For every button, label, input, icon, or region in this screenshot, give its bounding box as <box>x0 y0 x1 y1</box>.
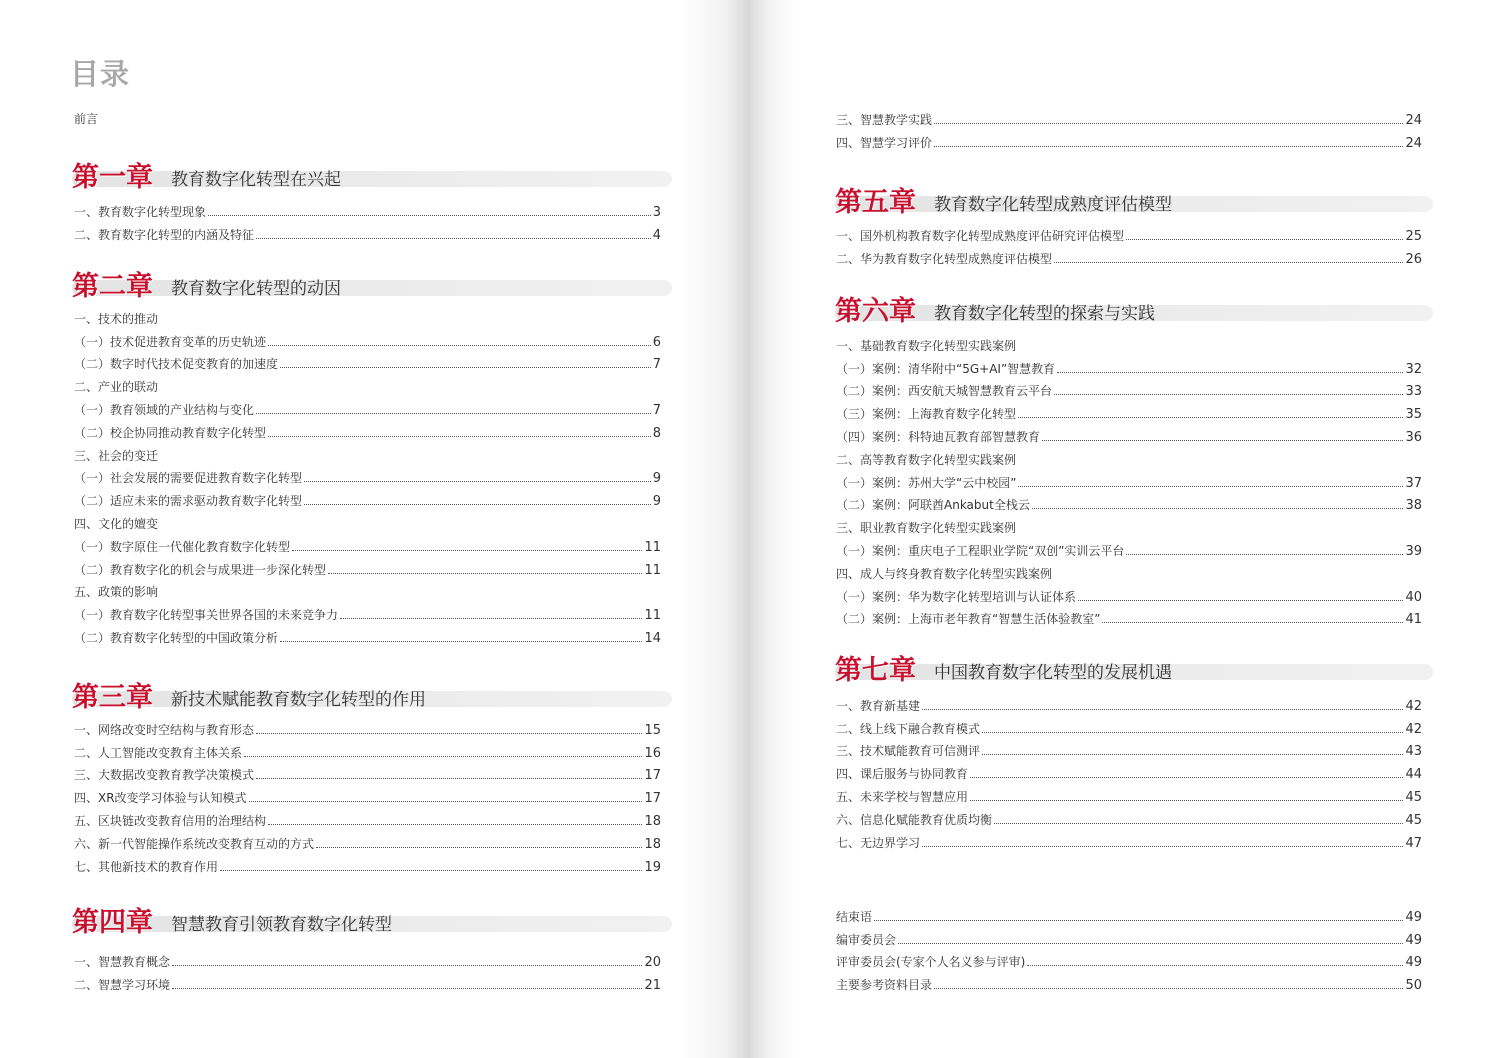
leader-dots <box>220 870 642 871</box>
chapter-5-entries <box>836 221 1422 267</box>
entry-label: 六、信息化赋能教育优质均衡 <box>836 812 993 827</box>
toc-entry[interactable] <box>836 468 1422 491</box>
entry-page: 19 <box>644 859 661 875</box>
chapter-name: 教育数字化转型在兴起 <box>171 170 341 190</box>
leader-dots <box>1032 508 1404 509</box>
chapter-6-entries <box>836 331 1422 627</box>
entry-label: 一、教育新基建 <box>836 698 921 713</box>
toc-entry[interactable] <box>836 536 1422 559</box>
toc-entry[interactable] <box>74 532 661 555</box>
chapter-number: 第四章 <box>72 907 153 938</box>
entry-label: （一）案例：重庆电子工程职业学院“双创”实训云平台 <box>836 543 1125 558</box>
entry-label: 一、技术的推动 <box>74 311 159 326</box>
entry-page: 37 <box>1405 475 1422 491</box>
toc-entry[interactable] <box>74 395 661 418</box>
entry-label: 四、XR改变学习体验与认知模式 <box>74 791 247 806</box>
leader-dots <box>934 146 1403 147</box>
toc-subheading[interactable] <box>74 578 661 601</box>
entry-label: （一）社会发展的需要促进教育数字化转型 <box>74 471 303 486</box>
leader-dots <box>328 573 642 574</box>
chapter-heading-4[interactable] <box>72 900 672 940</box>
leader-dots <box>1027 965 1403 966</box>
leader-dots <box>244 756 642 757</box>
entry-label: 一、网络改变时空结构与教育形态 <box>74 722 255 737</box>
leader-dots <box>172 965 642 966</box>
leader-dots <box>340 618 642 619</box>
entry-label: （二）教育数字化转型的中国政策分析 <box>74 630 279 645</box>
toc-entry[interactable] <box>74 600 661 623</box>
toc-entry[interactable] <box>836 805 1422 828</box>
entry-label: 四、智慧学习评价 <box>836 135 933 150</box>
toc-subheading[interactable] <box>836 559 1422 582</box>
chapter-number: 第五章 <box>835 187 916 218</box>
toc-subheading[interactable] <box>74 304 661 327</box>
entry-label: 三、职业教育数字化转型实践案例 <box>836 521 1017 536</box>
entry-label: 三、智慧教学实践 <box>836 112 933 127</box>
toc-entry[interactable] <box>836 902 1422 925</box>
leader-dots <box>172 988 642 989</box>
leader-dots <box>994 823 1403 824</box>
chapter-3-entries <box>74 715 661 875</box>
entry-label: （二）数字时代技术促变教育的加速度 <box>74 357 279 372</box>
leader-dots <box>280 367 651 368</box>
toc-entry[interactable] <box>74 738 661 761</box>
entry-label: （二）案例：西安航天城智慧教育云平台 <box>836 384 1053 399</box>
leader-dots <box>922 846 1403 847</box>
gutter-shadow <box>680 0 750 1058</box>
leader-dots <box>256 238 651 239</box>
entry-page: 18 <box>644 836 661 852</box>
chapter-4-entries <box>74 947 661 993</box>
leader-dots <box>1126 239 1403 240</box>
chapter-heading-3[interactable] <box>72 675 672 715</box>
leader-dots <box>922 709 1403 710</box>
entry-label: （一）技术促进教育变革的历史轨迹 <box>74 334 267 349</box>
chapter-heading-2[interactable] <box>72 264 672 304</box>
toc-entry[interactable] <box>74 350 661 373</box>
entry-page: 49 <box>1405 909 1422 925</box>
gutter-shadow <box>750 0 795 1058</box>
entry-label: 七、无边界学习 <box>836 835 921 850</box>
entry-label: （二）案例：阿联酋Ankabut全栈云 <box>836 498 1030 513</box>
entry-page: 25 <box>1405 228 1422 244</box>
entry-label: （二）案例：上海市老年教育“智慧生活体验教室” <box>836 612 1101 627</box>
entry-page: 21 <box>644 977 661 993</box>
leader-dots <box>982 754 1403 755</box>
entry-page: 50 <box>1405 978 1422 994</box>
leader-dots <box>982 732 1403 733</box>
entry-page: 45 <box>1405 789 1422 805</box>
entry-label: 二、产业的联动 <box>74 380 159 395</box>
entry-page: 41 <box>1405 612 1422 628</box>
toc-entry[interactable] <box>74 761 661 784</box>
leader-dots <box>1018 417 1403 418</box>
toc-subheading[interactable] <box>836 445 1422 468</box>
entry-page: 8 <box>652 425 661 441</box>
right-page <box>750 0 1497 1058</box>
entry-label: 二、人工智能改变教育主体关系 <box>74 745 243 760</box>
leader-dots <box>934 123 1403 124</box>
leader-dots <box>1126 554 1403 555</box>
entry-page: 40 <box>1405 589 1422 605</box>
chapter-number: 第六章 <box>835 296 916 327</box>
toc-entry[interactable] <box>74 715 661 738</box>
entry-label: 一、基础教育数字化转型实践案例 <box>836 338 1017 353</box>
toc-entry[interactable] <box>74 555 661 578</box>
toc-entry[interactable] <box>74 829 661 852</box>
toc-entry[interactable] <box>836 714 1422 737</box>
entry-label: （二）适应未来的需求驱动教育数字化转型 <box>74 494 303 509</box>
entry-label: 五、区块链改变教育信用的治理结构 <box>74 813 267 828</box>
entry-page: 38 <box>1405 498 1422 514</box>
chapter-number: 第一章 <box>72 162 153 193</box>
chapter-1-entries <box>74 197 661 243</box>
toc-entry[interactable] <box>74 806 661 829</box>
leader-dots <box>898 943 1403 944</box>
entry-page: 47 <box>1405 835 1422 851</box>
entry-page: 18 <box>644 813 661 829</box>
leader-dots <box>1018 486 1403 487</box>
entry-page: 17 <box>644 791 661 807</box>
entry-label: 四、成人与终身教育数字化转型实践案例 <box>836 566 1053 581</box>
toc-entry[interactable] <box>836 737 1422 760</box>
chapter-number: 第七章 <box>835 655 916 686</box>
leader-dots <box>249 801 643 802</box>
entry-label: （一）案例：苏州大学“云中校园” <box>836 475 1017 490</box>
entry-page: 24 <box>1405 112 1422 128</box>
chapter-name: 新技术赋能教育数字化转型的作用 <box>171 690 426 710</box>
leader-dots <box>1042 440 1403 441</box>
entry-label: （一）教育数字化转型事关世界各国的未来竞争力 <box>74 608 339 623</box>
entry-label: 三、社会的变迁 <box>74 448 159 463</box>
entry-page: 9 <box>652 471 661 487</box>
entry-label: 七、其他新技术的教育作用 <box>74 859 219 874</box>
chapter-2-entries <box>74 304 661 646</box>
leader-dots <box>934 988 1403 989</box>
toc-entry[interactable] <box>74 623 661 646</box>
entry-label: 一、教育数字化转型现象 <box>74 204 207 219</box>
toc-entry[interactable] <box>836 354 1422 377</box>
toc-entry[interactable] <box>836 105 1422 128</box>
entry-label: 四、文化的嬗变 <box>74 516 159 531</box>
leader-dots <box>256 733 642 734</box>
toc-subheading[interactable] <box>74 509 661 532</box>
entry-page: 44 <box>1405 767 1422 783</box>
entry-page: 11 <box>644 539 661 555</box>
toc-entry[interactable] <box>74 852 661 875</box>
toc-entry[interactable] <box>836 582 1422 605</box>
leader-dots <box>292 550 642 551</box>
chapter-7-entries <box>836 691 1422 851</box>
entry-page: 7 <box>652 402 661 418</box>
chapter-heading-6[interactable] <box>835 289 1433 329</box>
entry-label: 五、未来学校与智慧应用 <box>836 789 969 804</box>
entry-page: 20 <box>644 954 661 970</box>
leader-dots <box>268 345 651 346</box>
entry-label: 二、智慧学习环境 <box>74 977 171 992</box>
entry-page: 49 <box>1405 932 1422 948</box>
toc-entry[interactable] <box>74 783 661 806</box>
toc-entry[interactable] <box>74 947 661 970</box>
chapter-band <box>72 171 672 187</box>
entry-page: 39 <box>1405 543 1422 559</box>
toc-entry[interactable] <box>836 605 1422 628</box>
leader-dots <box>1054 262 1403 263</box>
entry-label: （一）案例：清华附中“5G+AI”智慧教育 <box>836 361 1056 376</box>
entry-page: 4 <box>652 227 661 243</box>
entry-page: 17 <box>644 768 661 784</box>
entry-page: 42 <box>1405 698 1422 714</box>
leader-dots <box>268 436 651 437</box>
entry-page: 6 <box>652 334 661 350</box>
entry-page: 26 <box>1405 251 1422 267</box>
leader-dots <box>256 778 642 779</box>
toc-entry[interactable] <box>836 782 1422 805</box>
chapter-band <box>72 280 672 296</box>
toc-subheading[interactable] <box>836 513 1422 536</box>
entry-page: 36 <box>1405 429 1422 445</box>
entry-page: 7 <box>652 357 661 373</box>
entry-label: 二、华为教育数字化转型成熟度评估模型 <box>836 251 1053 266</box>
toc-subheading[interactable] <box>74 372 661 395</box>
chapter-heading-1[interactable] <box>72 155 672 195</box>
toc-entry[interactable] <box>836 759 1422 782</box>
entry-label: （四）案例：科特迪瓦教育部智慧教育 <box>836 429 1041 444</box>
entry-label: （一）案例：华为数字化转型培训与认证体系 <box>836 589 1077 604</box>
leader-dots <box>1102 622 1403 623</box>
entry-label: 三、技术赋能教育可信测评 <box>836 744 981 759</box>
leader-dots <box>970 777 1403 778</box>
entry-label: 主要参考资料目录 <box>836 978 933 993</box>
toc-entry[interactable] <box>836 970 1422 993</box>
chapter-name: 教育数字化转型成熟度评估模型 <box>934 195 1172 215</box>
entry-label: 一、智慧教育概念 <box>74 954 171 969</box>
toc-entry[interactable] <box>74 327 661 350</box>
toc-entry[interactable] <box>74 220 661 243</box>
chapter-name: 智慧教育引领教育数字化转型 <box>171 915 392 935</box>
entry-label: 结束语 <box>836 909 873 924</box>
entry-label: 二、线上线下融合教育模式 <box>836 721 981 736</box>
entry-page: 11 <box>644 562 661 578</box>
entry-label: 六、新一代智能操作系统改变教育互动的方式 <box>74 836 315 851</box>
preface-entry[interactable]: 前言 <box>74 112 99 126</box>
leader-dots <box>316 847 642 848</box>
chapter-name: 中国教育数字化转型的发展机遇 <box>934 663 1172 683</box>
leader-dots <box>304 504 651 505</box>
entry-label: 五、政策的影响 <box>74 585 159 600</box>
leader-dots <box>970 800 1403 801</box>
entry-label: （二）教育数字化的机会与成果进一步深化转型 <box>74 562 327 577</box>
entry-page: 14 <box>644 630 661 646</box>
toc-entry[interactable] <box>836 691 1422 714</box>
entry-label: 评审委员会(专家个人名义参与评审) <box>836 955 1026 970</box>
toc-entry[interactable] <box>836 128 1422 151</box>
toc-subheading[interactable] <box>74 441 661 464</box>
entry-label: 一、国外机构教育数字化转型成熟度评估研究评估模型 <box>836 228 1125 243</box>
toc-entry[interactable] <box>836 422 1422 445</box>
entry-page: 33 <box>1405 384 1422 400</box>
chapter-name: 教育数字化转型的探索与实践 <box>934 304 1155 324</box>
entry-page: 15 <box>644 722 661 738</box>
toc-subheading[interactable] <box>836 331 1422 354</box>
toc-entry[interactable] <box>836 491 1422 514</box>
entry-page: 45 <box>1405 812 1422 828</box>
toc-entry[interactable] <box>836 221 1422 244</box>
leader-dots <box>1054 394 1403 395</box>
leader-dots <box>1057 372 1403 373</box>
entry-page: 16 <box>644 745 661 761</box>
toc-entry[interactable] <box>836 925 1422 948</box>
chapter-heading-5[interactable] <box>835 180 1433 220</box>
toc-entry[interactable] <box>836 948 1422 971</box>
leader-dots <box>874 920 1403 921</box>
toc-entry[interactable] <box>74 486 661 509</box>
leader-dots <box>280 641 642 642</box>
entry-page: 9 <box>652 494 661 510</box>
entry-label: （一）数字原住一代催化教育数字化转型 <box>74 539 291 554</box>
entry-page: 24 <box>1405 135 1422 151</box>
entry-page: 42 <box>1405 721 1422 737</box>
toc-entry[interactable] <box>74 464 661 487</box>
leader-dots <box>268 824 642 825</box>
toc-entry[interactable] <box>74 970 661 993</box>
chapter-name: 教育数字化转型的动因 <box>171 279 341 299</box>
toc-entry[interactable] <box>836 828 1422 851</box>
toc-entry[interactable] <box>836 377 1422 400</box>
toc-entry[interactable] <box>836 399 1422 422</box>
chapter-heading-7[interactable] <box>835 648 1433 688</box>
entry-page: 35 <box>1405 407 1422 423</box>
entry-page: 32 <box>1405 361 1422 377</box>
entry-label: 二、高等教育数字化转型实践案例 <box>836 452 1017 467</box>
entry-label: （二）校企协同推动教育数字化转型 <box>74 425 267 440</box>
leader-dots <box>304 481 651 482</box>
toc-title: 目录 <box>70 57 131 91</box>
chapter-4-continued-entries <box>836 105 1422 151</box>
entry-page: 11 <box>644 608 661 624</box>
entry-label: 三、大数据改变教育教学决策模式 <box>74 768 255 783</box>
entry-page: 49 <box>1405 955 1422 971</box>
entry-label: 四、课后服务与协同教育 <box>836 767 969 782</box>
entry-label: 编审委员会 <box>836 932 897 947</box>
leader-dots <box>208 215 651 216</box>
chapter-number: 第二章 <box>72 271 153 302</box>
entry-page: 3 <box>652 204 661 220</box>
toc-entry[interactable] <box>74 197 661 220</box>
entry-label: （一）教育领域的产业结构与变化 <box>74 402 255 417</box>
leader-dots <box>1078 600 1403 601</box>
entry-page: 43 <box>1405 744 1422 760</box>
entry-label: （三）案例：上海教育数字化转型 <box>836 407 1017 422</box>
back-matter-entries <box>836 902 1422 993</box>
entry-label: 二、教育数字化转型的内涵及特征 <box>74 227 255 242</box>
toc-entry[interactable] <box>74 418 661 441</box>
toc-entry[interactable] <box>836 244 1422 267</box>
chapter-number: 第三章 <box>72 682 153 713</box>
leader-dots <box>256 413 651 414</box>
